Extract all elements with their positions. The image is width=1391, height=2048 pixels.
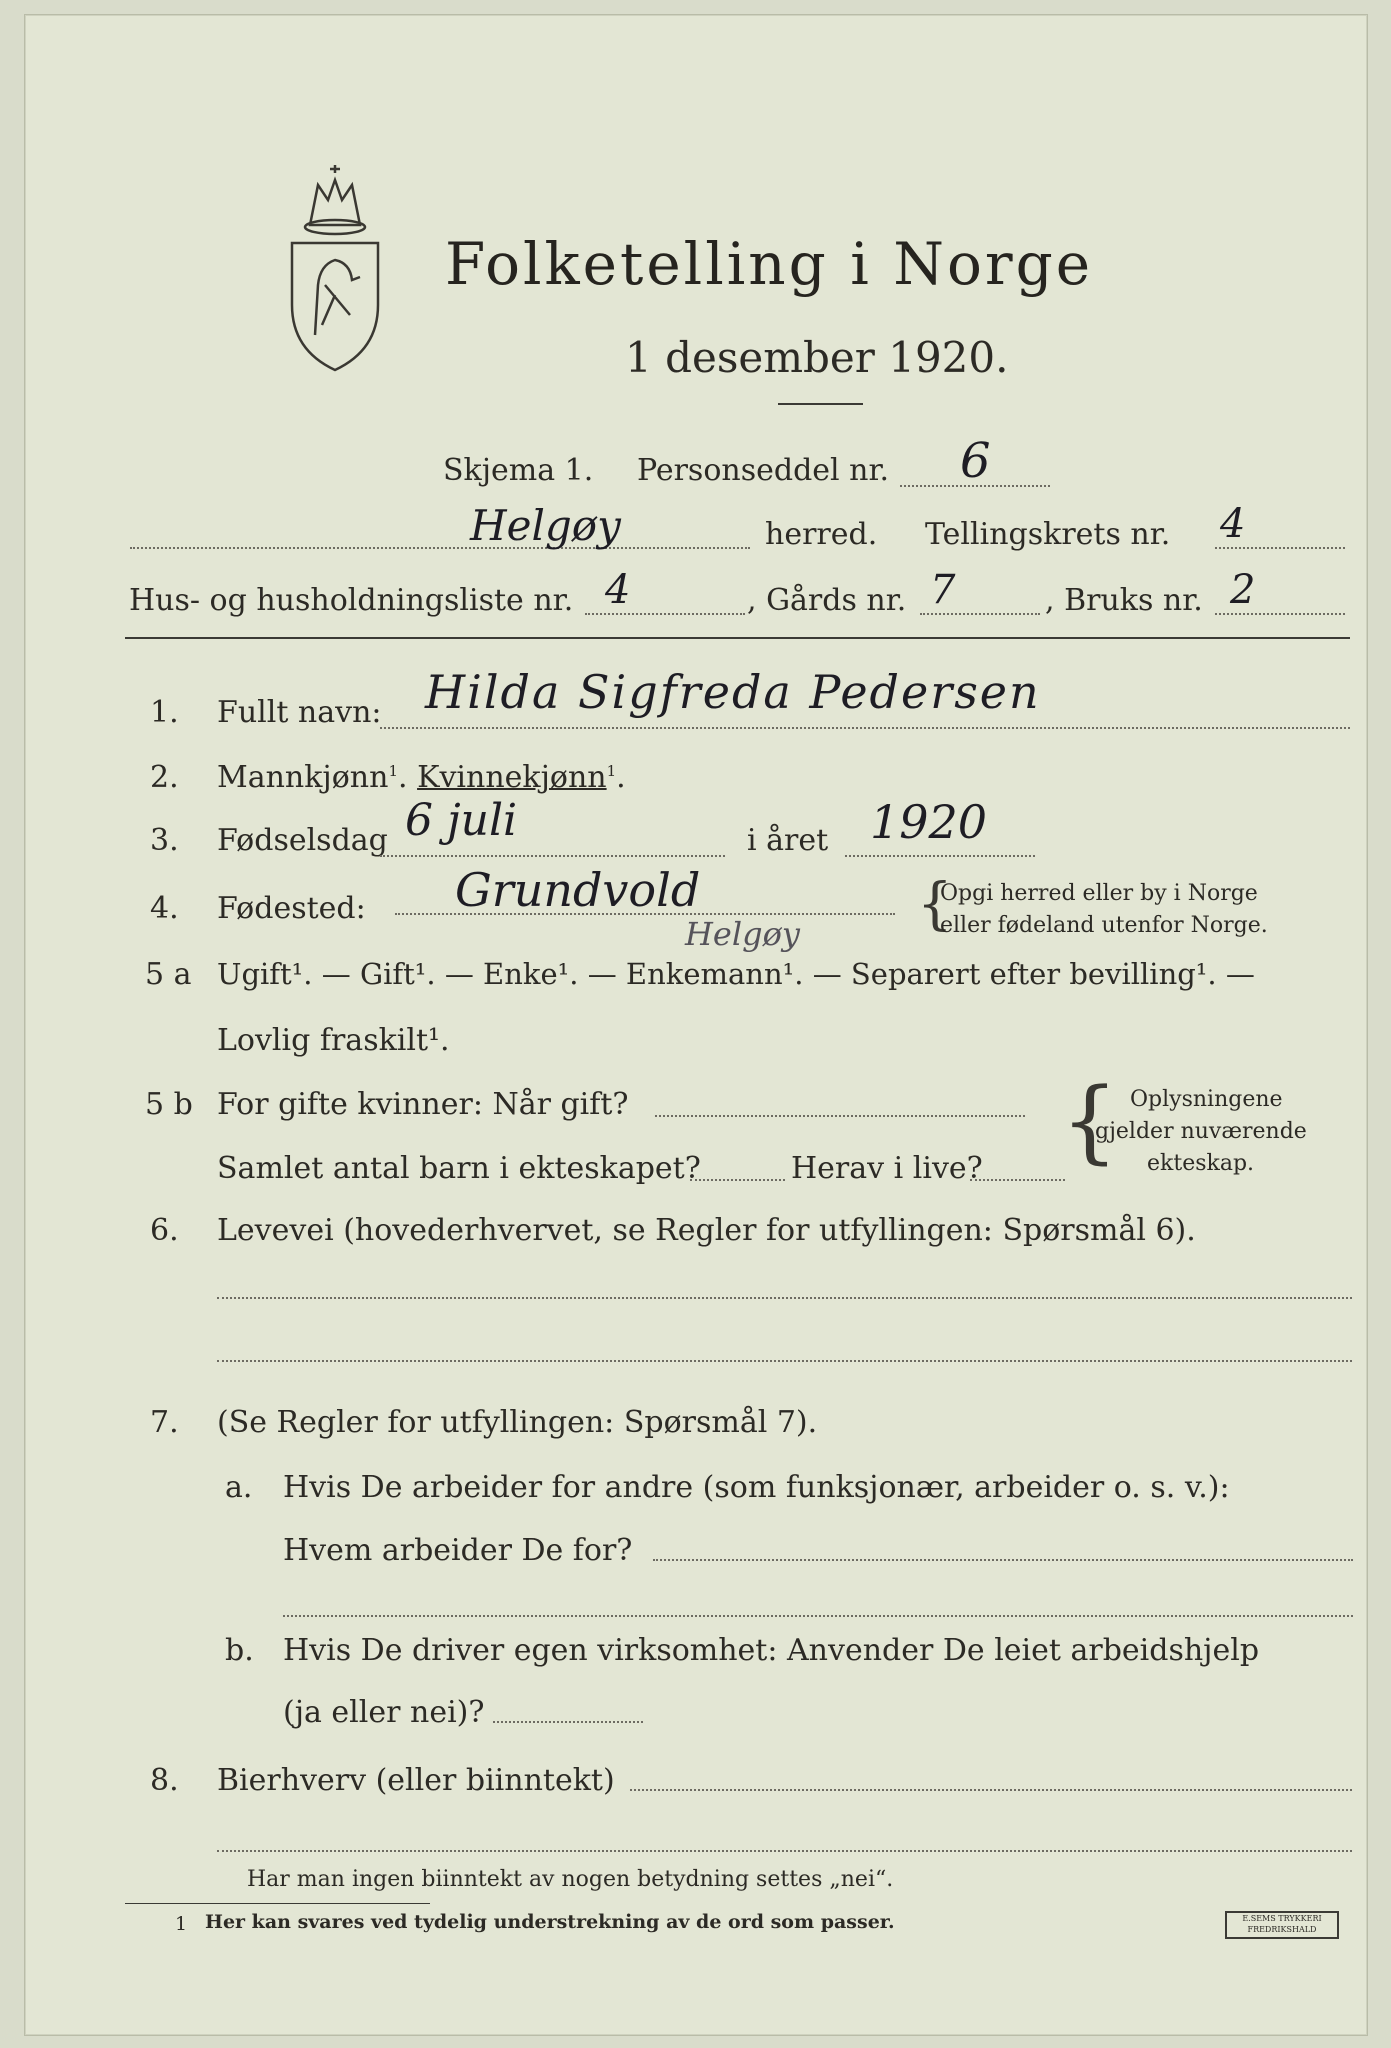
q2-sex-options: Mannkjønn$^1$. Kvinnekjønn$^1$. (217, 760, 626, 795)
q5b-note-3: ekteskap. (1147, 1151, 1255, 1176)
q4-birthplace-value[interactable]: Grundvold (455, 863, 701, 917)
footnote-divider (125, 1903, 430, 1904)
bruks-line (1215, 613, 1345, 615)
q3-label: Fødselsdag (217, 823, 388, 858)
herred-value[interactable]: Helgøy (470, 501, 621, 550)
tellingskrets-label: Tellingskrets nr. (925, 517, 1171, 552)
q5b-children-line[interactable] (690, 1179, 785, 1181)
q5b-note-1: Oplysningene (1130, 1087, 1283, 1112)
q7a-employer-line[interactable] (653, 1559, 1353, 1561)
q6-line-2[interactable] (217, 1360, 1352, 1362)
coat-of-arms-icon (280, 165, 390, 375)
tellingskrets-value[interactable]: 4 (1220, 501, 1246, 547)
header-divider (125, 637, 1350, 639)
q2-number: 2. (150, 760, 179, 795)
footnote-mark: 1 (175, 1913, 188, 1935)
q5a-divorced-option[interactable]: Lovlig fraskilt¹. (217, 1023, 450, 1058)
gards-label: , Gårds nr. (747, 583, 907, 618)
husliste-line (585, 613, 745, 615)
printer-mark: E.SEMS TRYKKERI FREDRIKSHALD (1225, 1911, 1339, 1939)
q5b-number: 5 b (145, 1087, 193, 1122)
q3-number: 3. (150, 823, 179, 858)
q5b-alive-line[interactable] (970, 1179, 1065, 1181)
q7b-letter: b. (225, 1633, 254, 1668)
q1-label: Fullt navn: (217, 695, 382, 730)
q6-line-1[interactable] (217, 1297, 1352, 1299)
q5a-marital-options[interactable]: Ugift¹. — Gift¹. — Enke¹. — Enkemann¹. — Separert efter bevilling¹. — (217, 957, 1255, 991)
q8-line-2[interactable] (217, 1850, 1352, 1852)
q5b-brace: { (1061, 1069, 1119, 1174)
footnote-text: Her kan svares ved tydelig understrekning av de ord som passer. (205, 1911, 895, 1933)
bruks-value[interactable]: 2 (1230, 567, 1256, 613)
q1-full-name-value[interactable]: Hilda Sigfreda Pedersen (425, 665, 1041, 719)
q3-line (380, 855, 725, 857)
herred-label: herred. (765, 517, 878, 552)
skjema-label: Skjema 1. (443, 453, 594, 488)
census-date: 1 desember 1920. (625, 333, 1009, 382)
q7b-answer-label: (ja eller nei)? (283, 1695, 485, 1730)
bruks-label: , Bruks nr. (1045, 583, 1203, 618)
q8-line[interactable] (630, 1789, 1352, 1791)
q5b-married-label: For gifte kvinner: Når gift? (217, 1087, 629, 1122)
tellingskrets-line (1215, 547, 1345, 549)
husliste-value[interactable]: 4 (605, 567, 631, 613)
q4-label: Fødested: (217, 891, 366, 926)
title-divider (778, 403, 863, 405)
q3-birthday-value[interactable]: 6 juli (405, 795, 518, 846)
q1-number: 1. (150, 695, 179, 730)
q7b-text: Hvis De driver egen virksomhet: Anvender De leiet arbeidshjelp (283, 1633, 1260, 1668)
q7-number: 7. (150, 1405, 179, 1440)
q7a-employer-label: Hvem arbeider De for? (283, 1533, 633, 1568)
personseddel-value[interactable]: 6 (960, 433, 991, 489)
q7a-text: Hvis De arbeider for andre (som funksjonær, arbeider o. s. v.): (283, 1470, 1230, 1505)
q7a-letter: a. (225, 1470, 253, 1505)
q2-option-male[interactable]: Mannkjønn (217, 760, 389, 795)
q4-note-1: Opgi herred eller by i Norge (940, 881, 1258, 906)
herred-line (130, 547, 750, 549)
q5a-number: 5 a (145, 957, 192, 992)
q4-brace: { (917, 872, 953, 937)
q3-year-line (845, 855, 1035, 857)
q4-birthplace-correction[interactable]: Helgøy (685, 915, 800, 953)
q5b-married-line[interactable] (655, 1115, 1025, 1117)
q7b-answer-line[interactable] (493, 1721, 643, 1723)
q8-note: Har man ingen biinntekt av nogen betydning settes „nei“. (247, 1867, 894, 1892)
personseddel-label: Personseddel nr. (637, 453, 890, 488)
q3-year-label: i året (747, 823, 829, 858)
q2-option-female[interactable]: Kvinnekjønn (417, 760, 607, 795)
q8-number: 8. (150, 1763, 179, 1798)
form-title: Folketelling i Norge (445, 230, 1094, 298)
q5b-children-label: Samlet antal barn i ekteskapet? (217, 1151, 701, 1186)
q6-number: 6. (150, 1213, 179, 1248)
q1-line (380, 727, 1350, 729)
q6-text: Levevei (hovederhvervet, se Regler for utfyllingen: Spørsmål 6). (217, 1213, 1196, 1248)
q5b-note-2: gjelder nuværende (1095, 1119, 1307, 1144)
gards-value[interactable]: 7 (930, 567, 956, 613)
q5b-alive-label: Herav i live? (791, 1151, 983, 1186)
q3-year-value[interactable]: 1920 (870, 795, 988, 849)
q7-text: (Se Regler for utfyllingen: Spørsmål 7). (217, 1405, 818, 1440)
q8-text: Bierhverv (eller biinntekt) (217, 1763, 615, 1798)
gards-line (920, 613, 1040, 615)
q4-note-2: eller fødeland utenfor Norge. (940, 913, 1268, 938)
q7a-employer-line-2[interactable] (283, 1615, 1353, 1617)
husliste-label: Hus- og husholdningsliste nr. (129, 583, 574, 618)
census-form (24, 14, 1368, 2036)
q4-number: 4. (150, 891, 179, 926)
